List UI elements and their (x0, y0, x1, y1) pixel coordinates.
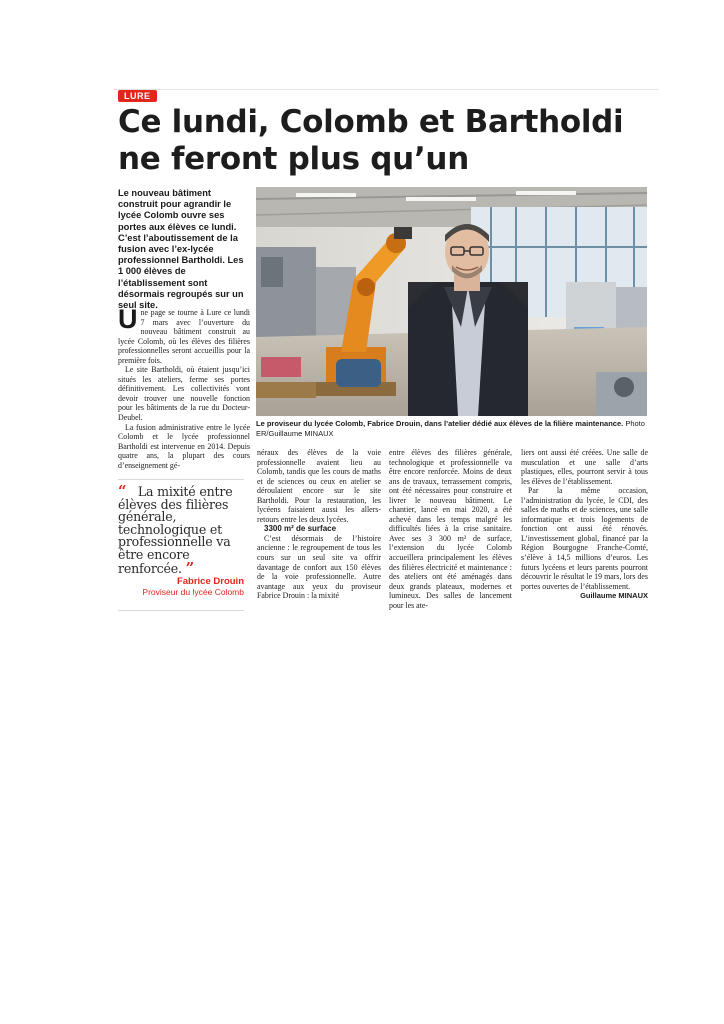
quote-body: La mixité entre élèves des filières générale, technologique et professionnelle va être encore renforcée. (118, 484, 233, 576)
headline-line-1: Ce lundi, Colomb et Bartholdi (118, 104, 624, 140)
col1-paragraph-1 (118, 304, 250, 365)
col2-paragraph-2: C’est désormais de l’histoire ancienne : le regroupement de tous les cours sur un seul site va offrir davantage de confort aux 150 élèves de la voie professionnelle. Autre avantage aux yeux du proviseur Fabrice Drouin : la mixité (257, 533, 381, 601)
column-4 (521, 448, 648, 601)
column-1 (118, 304, 250, 470)
author-signature: Guillaume MINAUX (580, 591, 648, 601)
column-2 (257, 448, 381, 601)
quote-top-rule (118, 479, 244, 480)
article-photo (256, 187, 647, 416)
column-3 (389, 448, 512, 610)
top-rule (113, 89, 658, 90)
drop-cap: U (118, 304, 138, 334)
headline (118, 104, 658, 178)
section-tag: LURE (118, 90, 157, 102)
photo-caption (256, 419, 647, 438)
quote-close-mark: ” (185, 558, 195, 577)
col1-paragraph-2: Le site Bartholdi, où étaient jusqu’ici situés les ateliers, ferme ses portes définitivement. Les collectivités vont devoir trouver une nouvelle fonction pour les bâtiments de la rue du Docteur-Deubel. (118, 365, 250, 423)
col4-paragraph-1: liers ont aussi été créées. Une salle de musculation et une salle d’arts plastiques, elles, pourront servir à tous les élèves de l’établissement. (521, 448, 648, 486)
quote-bottom-rule (118, 610, 244, 611)
pull-quote (118, 482, 244, 597)
photo-credit: Photo ER/Guillaume MINAUX (256, 419, 645, 438)
quote-open-mark: “ (118, 482, 127, 500)
quote-author: Fabrice Drouin (176, 576, 244, 588)
col2-subhead: 3300 m² de surface (264, 524, 337, 534)
caption-text: Le proviseur du lycée Colomb, Fabrice Drouin, dans l’atelier dédié aux élèves de la filière maintenance. (256, 419, 624, 428)
col1-p1-text: ne page se tourne à Lure ce lundi 7 mars avec l’ouverture du nouveau bâtiment construit au lycée Colomb, où les élèves des filières professionnelles seront accueillis pour la première fois. (118, 308, 250, 365)
workshop-photo-image (256, 187, 647, 416)
col1-paragraph-3: La fusion administrative entre le lycée Colomb et le lycée professionnel Bartholdi est intervenue en 2014. Depuis quatre ans, la plupart des cours d’enseignement gé- (118, 422, 250, 470)
quote-text (118, 482, 244, 577)
lede-paragraph: Le nouveau bâtiment construit pour agrandir le lycée Colomb ouvre ses portes aux élèves ce lundi. C’est l’aboutissement de la fusion avec l’ex-lycée professionnel Bartholdi. Les 1 000 élèves de l’établissement sont désormais regroupés sur un seul site. (118, 188, 244, 311)
quote-author-role: Proviseur du lycée Colomb (142, 586, 244, 597)
col4-paragraph-2: Par la même occasion, l’administration du lycée, le CDI, des salles de maths et de sciences, une salle informatique et trois logements de fonction ont aussi été rénovés. L’investissement global, financé par la Région Bourgogne Franche-Comté, s’élève à 14,5 millions d’euros. Les futurs lycéens et leurs parents pourront découvrir le résultat le 19 mars, lors des portes ouvertes de l’établissement. (521, 486, 648, 591)
col3-paragraph-1: entre élèves des filières générale, technologique et professionnelle va être encore renforcée. Moins de deux ans de travaux, terrassement compris, ont été nécessaires pour construire et livrer le nouveau bâtiment. Le chantier, lancé en mai 2020, a été achevé dans les temps malgré les difficultés liées à la crise sanitaire. Avec ses 3 300 m² de surface, l’extension du lycée Colomb accueillera principalement les élèves des filières électricité et maintenance : des ateliers ont été aménagés dans deux grands plateaux, modernes et lumineux. Des salles de lancement pour les ate- (389, 448, 512, 610)
col2-paragraph-1: néraux des élèves de la voie professionnelle avaient lieu au Colomb, tandis que les cours de maths et de sciences ou ceux en atelier se déroulaient encore sur le site Bartholdi. Pour la restauration, les lycéens faisaient aussi les allers-retours entre les deux lycées. (257, 448, 381, 524)
headline-line-2: ne feront plus qu’un (118, 141, 469, 177)
